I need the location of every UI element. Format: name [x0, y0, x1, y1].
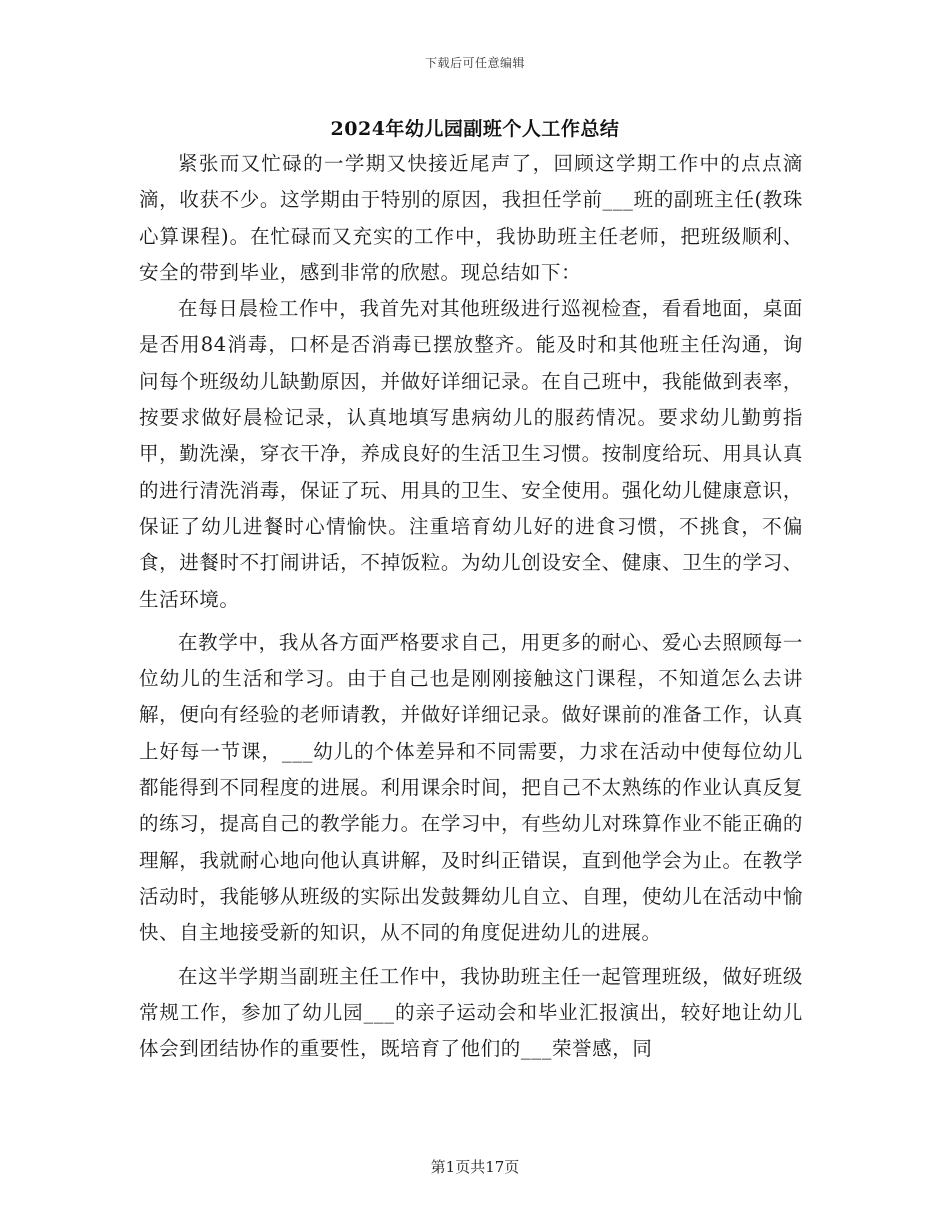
document-title: 2024年幼儿园副班个人工作总结 — [330, 118, 620, 140]
page-footer: 第1页共17页 — [430, 1158, 520, 1176]
paragraph-2: 在每日晨检工作中，我首先对其他班级进行巡视检查，看看地面，桌面是否用84消毒，口杯是否消毒已摆放整齐。能及时和其他班主任沟通，询问每个班级幼儿缺勤原因，并做好详细记录。在自己班中，我能做到表率，按要求做好晨检记录，认真地填写患病幼儿的服药情况。要求幼儿勤剪指甲，勤洗澡，穿衣干净，养成良好的生活卫生习惯。按制度给玩、用具认真的进行清洗消毒，保证了玩、用具的卫生、安全使用。强化幼儿健康意识，保证了幼儿进餐时心情愉快。注重培育幼儿好的进食习惯，不挑食，不偏食，进餐时不打闹讲话，不掉饭粒。为幼儿创设安全、健康、卫生的学习、生活环境。 — [139, 297, 803, 611]
paragraph-4: 在这半学期当副班主任工作中，我协助班主任一起管理班级，做好班级常规工作，参加了幼儿园___的亲子运动会和毕业汇报演出，较好地让幼儿体会到团结协作的重要性，既培育了他们的___荣誉感，同 — [139, 964, 803, 1061]
paragraph-1: 紧张而又忙碌的一学期又快接近尾声了，回顾这学期工作中的点点滴滴，收获不少。这学期由于特别的原因，我担任学前___班的副班主任(教珠心算课程)。在忙碌而又充实的工作中，我协助班主任老师，把班级顺利、安全的带到毕业，感到非常的欣慰。现总结如下： — [139, 152, 803, 284]
paragraph-3: 在教学中，我从各方面严格要求自己，用更多的耐心、爱心去照顾每一位幼儿的生活和学习。由于自己也是刚刚接触这门课程，不知道怎么去讲解，便向有经验的老师请教，并做好详细记录。做好课前的准备工作，认真上好每一节课，___幼儿的个体差异和不同需要，力求在活动中使每位幼儿都能得到不同程度的进展。利用课余时间，把自己不太熟练的作业认真反复的练习，提高自己的教学能力。在学习中，有些幼儿对珠算作业不能正确的理解，我就耐心地向他认真讲解，及时纠正错误，直到他学会为止。在教学活动时，我能够从班级的实际出发鼓舞幼儿自立、自理，使幼儿在活动中愉快、自主地接受新的知识，从不同的角度促进幼儿的进展。 — [139, 630, 803, 945]
document-body — [139, 146, 803, 1067]
header-note: 下载后可任意编辑 — [424, 56, 525, 70]
